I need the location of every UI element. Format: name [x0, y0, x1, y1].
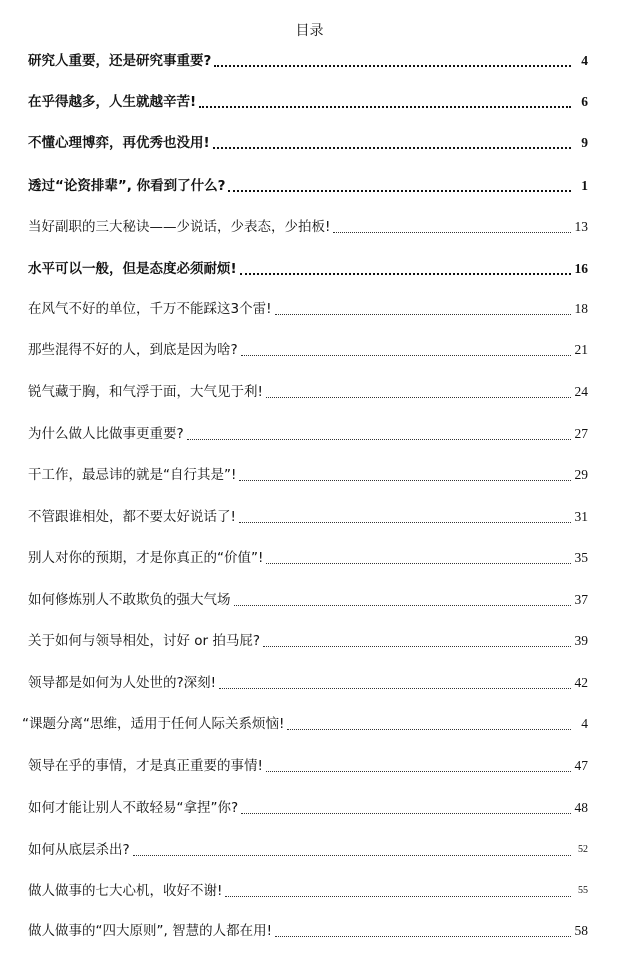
toc-entry-title: 领导在乎的事情，才是真正重要的事情! [28, 758, 263, 774]
toc-entry[interactable] [28, 547, 588, 569]
toc-entry[interactable] [28, 589, 588, 611]
dot-leader [239, 466, 571, 481]
toc-heading: 目录 [295, 23, 324, 39]
toc-entry-page: 4 [581, 716, 588, 731]
toc-entry[interactable] [28, 50, 588, 72]
dot-leader [266, 549, 571, 564]
toc-entry[interactable] [28, 132, 588, 154]
toc-entry-page: 47 [574, 758, 588, 773]
dot-leader [213, 133, 571, 149]
dot-leader [240, 259, 571, 275]
dot-leader [234, 591, 572, 606]
dot-leader [241, 341, 571, 356]
dot-leader [239, 508, 571, 523]
dot-leader [275, 922, 571, 937]
toc-entry[interactable] [28, 175, 588, 197]
toc-entry-page: 13 [574, 219, 588, 234]
toc-entry-title: 不管跟谁相处，都不要太好说话了! [28, 509, 236, 525]
dot-leader [266, 383, 571, 398]
toc-entry-title: 如何修炼别人不敢欺负的强大气场 [28, 592, 231, 608]
toc-entry[interactable] [28, 880, 588, 902]
toc-entry[interactable] [28, 839, 588, 861]
dot-leader [287, 715, 571, 730]
toc-entry-title: 领导都是如何为人处世的?深刻! [28, 675, 217, 691]
toc-entry-page: 21 [574, 342, 588, 357]
toc-entry-title: 别人对你的预期，才是你真正的“价值”! [28, 550, 264, 566]
toc-entry-title: 透过“论资排辈”, 你看到了什么? [28, 178, 226, 194]
toc-entry[interactable] [22, 713, 588, 735]
toc-entry-page: 58 [574, 923, 588, 938]
dot-leader [266, 757, 571, 772]
toc-entry[interactable] [28, 672, 588, 694]
toc-entry-title: 水平可以一般，但是态度必须耐烦! [28, 261, 237, 277]
toc-entry[interactable] [28, 630, 588, 652]
dot-leader [263, 632, 571, 647]
dot-leader [187, 425, 571, 440]
toc-entry[interactable] [28, 91, 588, 113]
toc-entry-page: 16 [574, 261, 588, 276]
toc-entry-title: 在风气不好的单位，千万不能踩这3个雷! [28, 301, 272, 317]
toc-entry-page: 29 [574, 467, 588, 482]
toc-entry-title: 做人做事的七大心机，收好不谢! [28, 883, 223, 899]
toc-entry-page: 55 [578, 885, 588, 896]
toc-entry-page: 4 [581, 53, 588, 68]
dot-leader [214, 51, 571, 67]
toc-entry-page: 35 [574, 550, 588, 565]
toc-entry[interactable] [28, 381, 588, 403]
toc-entry-title: 当好副职的三大秘诀——少说话，少表态，少拍板! [28, 219, 331, 235]
toc-entry[interactable] [28, 423, 588, 445]
toc-entry-page: 9 [581, 135, 588, 150]
dot-leader [199, 92, 571, 108]
toc-entry[interactable] [28, 464, 588, 486]
toc-entry-title: 关于如何与领导相处，讨好 or 拍马屁? [28, 633, 261, 649]
toc-entry[interactable] [28, 506, 588, 528]
dot-leader [275, 300, 571, 315]
toc-entry-page: 42 [574, 675, 588, 690]
toc-entry[interactable] [28, 755, 588, 777]
toc-entry-title: 如何从底层杀出? [28, 842, 130, 858]
toc-entry-title: 在乎得越多，人生就越辛苦! [28, 94, 197, 110]
dot-leader [228, 176, 571, 192]
toc-entry-page: 37 [574, 592, 588, 607]
dot-leader [133, 841, 571, 856]
toc-entry-page: 48 [574, 800, 588, 815]
toc-entry-title: 锐气藏于胸，和气浮于面，大气见于利! [28, 384, 263, 400]
toc-entry-page: 31 [574, 509, 588, 524]
toc-entry-title: 那些混得不好的人，到底是因为啥? [28, 342, 238, 358]
toc-entry[interactable] [28, 920, 588, 942]
toc-entry-title: “课题分离“思维，适用于任何人际关系烦恼! [22, 716, 285, 732]
toc-entry-title: 研究人重要，还是研究事重要? [28, 53, 212, 69]
dot-leader [219, 674, 571, 689]
toc-entry-page: 27 [574, 426, 588, 441]
toc-entry-page: 24 [574, 384, 588, 399]
toc-entry-page: 1 [581, 178, 588, 193]
toc-entry[interactable] [28, 298, 588, 320]
toc-entry[interactable] [28, 339, 588, 361]
toc-entry[interactable] [28, 797, 588, 819]
dot-leader [241, 799, 571, 814]
dot-leader [333, 218, 571, 233]
toc-entry-title: 如何才能让别人不敢轻易“拿捏”你? [28, 800, 239, 816]
toc-entry-page: 39 [574, 633, 588, 648]
toc-entry-title: 为什么做人比做事更重要? [28, 426, 184, 442]
toc-entry-page: 52 [578, 844, 588, 855]
toc-entry[interactable] [28, 216, 588, 238]
toc-entry-title: 不懂心理博弈，再优秀也没用! [28, 135, 210, 151]
toc-entry-title: 干工作，最忌讳的就是“自行其是”! [28, 467, 237, 483]
dot-leader [225, 882, 571, 897]
toc-entry-page: 6 [581, 94, 588, 109]
toc-entry-page: 18 [574, 301, 588, 316]
toc-entry[interactable] [28, 258, 588, 280]
toc-entry-title: 做人做事的“四大原则”, 智慧的人都在用! [28, 923, 272, 939]
